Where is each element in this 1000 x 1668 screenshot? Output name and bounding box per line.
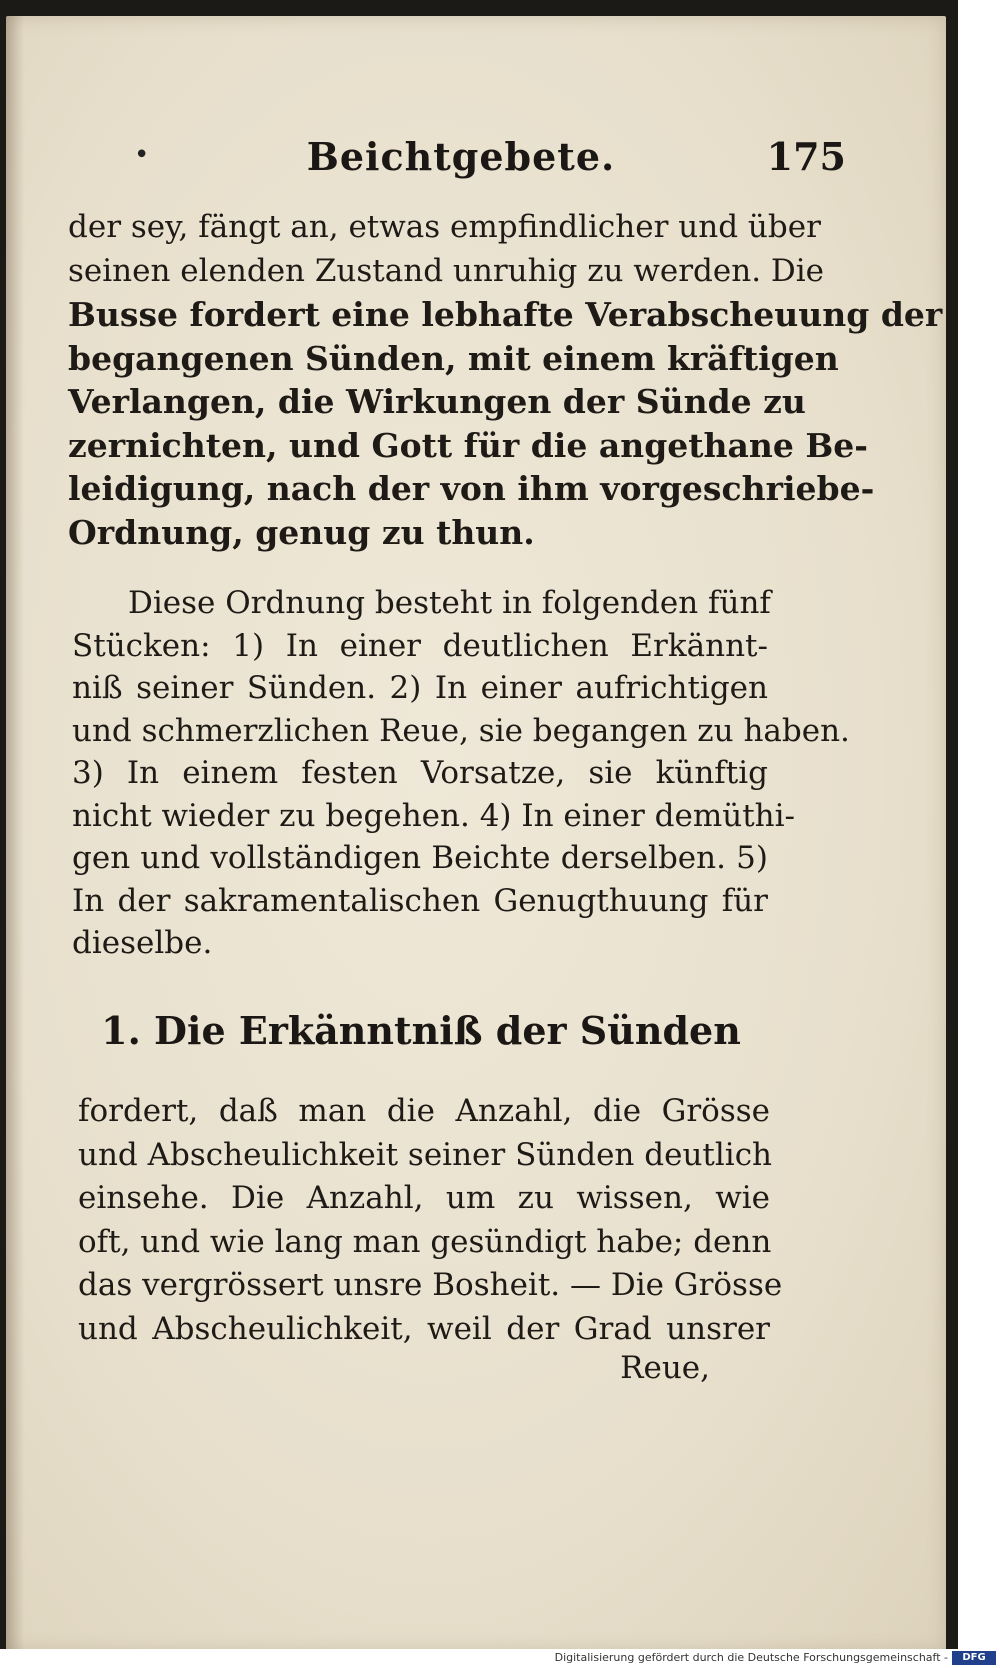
funding-credit: Digitalisierung gefördert durch die Deutsche Forschungsgemeinschaft -: [554, 1651, 948, 1664]
running-header: [76, 134, 846, 184]
text-line: Verlangen, die Wirkungen der Sünde zu: [68, 382, 806, 421]
text-line: 3) In einem festen Vorsatze, sie künftig: [72, 755, 768, 791]
text-line: und Abscheulichkeit seiner Sünden deutlich: [78, 1136, 773, 1173]
text-line: begangenen Sünden, mit einem kräftigen: [68, 338, 839, 378]
catchword: Reue,: [620, 1350, 710, 1386]
header-mark: •: [134, 140, 150, 170]
text-line: leidigung, nach der von ihm vorgeschriebe-: [68, 469, 875, 508]
text-line: zernichten, und Gott für die angethane Be-: [68, 425, 868, 465]
digitization-footer: [0, 1649, 1000, 1668]
text-line: das vergrössert unsre Bosheit. — Die Grösse: [78, 1267, 783, 1303]
text-line: oft, und wie lang man gesündigt habe; denn: [78, 1223, 772, 1260]
text-line: seinen elenden Zustand unruhig zu werden. Die: [68, 252, 825, 289]
book-page: [6, 16, 946, 1652]
paragraph-2: [72, 582, 850, 965]
text-line: fordert, daß man die Anzahl, die Grösse: [78, 1093, 770, 1129]
text-line: Diese Ordnung besteht in folgenden fünf: [128, 585, 771, 621]
paragraph-1: [68, 206, 943, 554]
text-line: Stücken: 1) In einer deutlichen Erkännt-: [72, 627, 768, 664]
paragraph-3: [78, 1090, 783, 1351]
text-line: Ordnung, genug zu thun.: [68, 512, 535, 552]
text-line: der sey, fängt an, etwas empfindlicher und über: [68, 209, 821, 245]
text-line: und Abscheulichkeit, weil der Grad unsrer: [78, 1310, 770, 1347]
text-line: dieselbe.: [72, 925, 213, 961]
running-title: Beichtgebete.: [306, 134, 616, 179]
text-line: gen und vollständigen Beichte derselben. 5): [72, 840, 768, 876]
text-line: nicht wieder zu begehen. 4) In einer demüthi-: [72, 797, 796, 834]
dfg-logo: DFG: [952, 1651, 996, 1665]
text-line: einsehe. Die Anzahl, um zu wissen, wie: [78, 1180, 770, 1216]
text-line: niß seiner Sünden. 2) In einer aufrichtigen: [72, 670, 768, 706]
page-number: 175: [766, 134, 846, 179]
text-line: In der sakramentalischen Genugthuung für: [72, 882, 768, 919]
section-heading: 1. Die Erkänntniß der Sünden: [101, 1008, 741, 1053]
text-line: Busse fordert eine lebhafte Verabscheuung der: [68, 295, 943, 334]
text-line: und schmerzlichen Reue, sie begangen zu haben.: [72, 712, 850, 749]
